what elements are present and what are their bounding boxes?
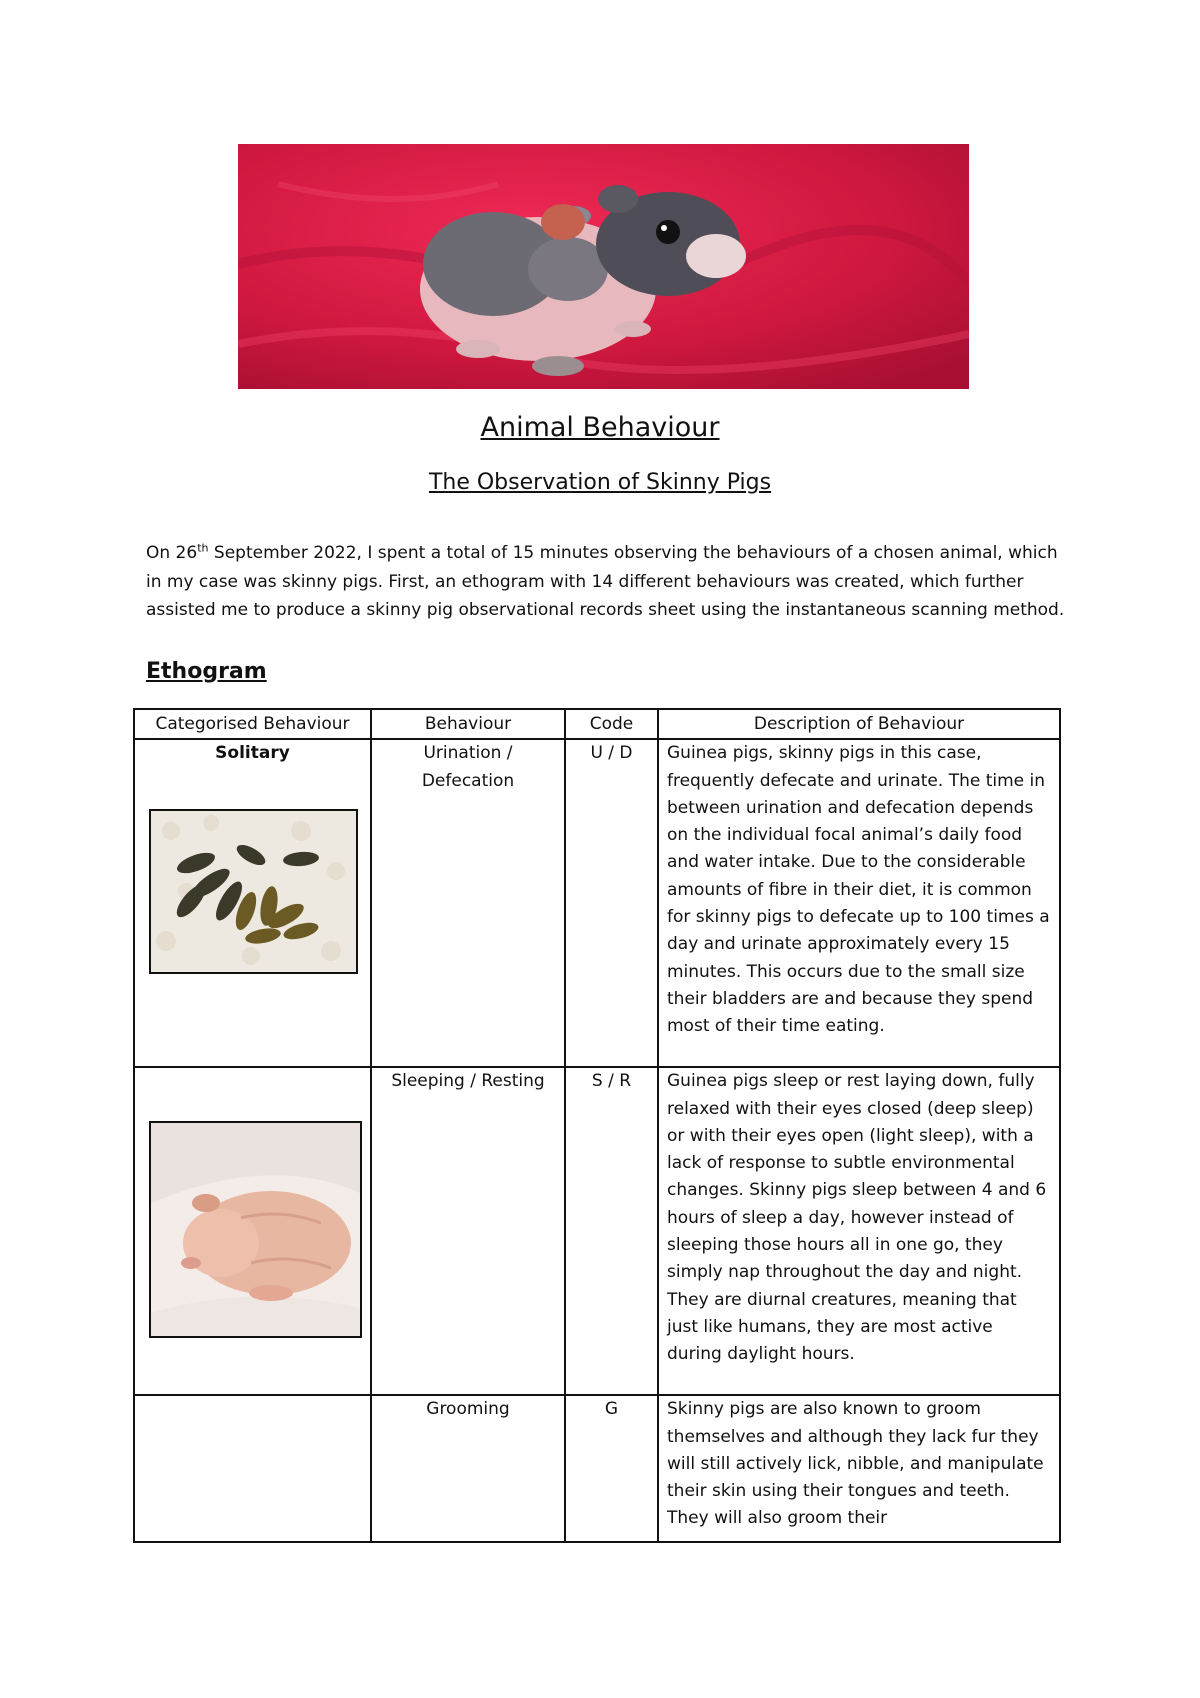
category-cell <box>134 739 371 1067</box>
ethogram-heading: Ethogram <box>146 659 267 684</box>
table-row <box>134 739 1060 1067</box>
page-title: Animal Behaviour <box>480 412 720 443</box>
hero-photo-skinny-pig <box>238 144 969 389</box>
header-categorised-behaviour: Categorised Behaviour <box>134 709 371 739</box>
intro-text-start: On 26 <box>146 543 198 563</box>
code-cell: U / D <box>565 739 658 1067</box>
table-row <box>134 1395 1060 1542</box>
description-cell: Guinea pigs sleep or rest laying down, fully relaxed with their eyes closed (deep sleep) or with their eyes open (light sleep), with a lack of response to subtle environmental changes. Skinny pigs sleep between 4 and 6 hours of sleep a day, however instead of sleeping those hours all in one go, they simply nap throughout the day and night. They are diurnal creatures, meaning that just like humans, they are most active during daylight hours. <box>658 1067 1060 1395</box>
intro-paragraph <box>146 539 1066 625</box>
droppings-photo <box>149 809 358 974</box>
header-description: Description of Behaviour <box>658 709 1060 739</box>
category-cell <box>134 1395 371 1542</box>
sleeping-pig-photo <box>149 1121 362 1338</box>
description-cell: Skinny pigs are also known to groom themselves and although they lack fur they will still actively lick, nibble, and manipulate their skin using their tongues and teeth. They will also groom their <box>658 1395 1060 1542</box>
code-cell: G <box>565 1395 658 1542</box>
table-header-row <box>134 709 1060 739</box>
code-cell: S / R <box>565 1067 658 1395</box>
header-behaviour: Behaviour <box>371 709 565 739</box>
table-row <box>134 1067 1060 1395</box>
page-subtitle: The Observation of Skinny Pigs <box>428 470 772 495</box>
category-cell <box>134 1067 371 1395</box>
behaviour-cell: Urination / Defecation <box>371 739 565 1067</box>
ethogram-table <box>133 708 1061 1543</box>
category-label: Solitary <box>215 743 290 764</box>
intro-superscript: th <box>197 541 209 555</box>
behaviour-cell: Sleeping / Resting <box>371 1067 565 1395</box>
intro-text-rest: September 2022, I spent a total of 15 minutes observing the behaviours of a chosen animal, which in my case was skinny pigs. First, an ethogram with 14 different behaviours was created, which further assisted me to produce a skinny pig observational records sheet using the instantaneous scanning method. <box>146 543 1065 621</box>
behaviour-cell: Grooming <box>371 1395 565 1542</box>
description-cell: Guinea pigs, skinny pigs in this case, frequently defecate and urinate. The time in between urination and defecation depends on the individual focal animal’s daily food and water intake. Due to the considerable amounts of fibre in their diet, it is common for skinny pigs to defecate up to 100 times a day and urinate approximately every 15 minutes. This occurs due to the small size their bladders are and because they spend most of their time eating. <box>658 739 1060 1067</box>
header-code: Code <box>565 709 658 739</box>
